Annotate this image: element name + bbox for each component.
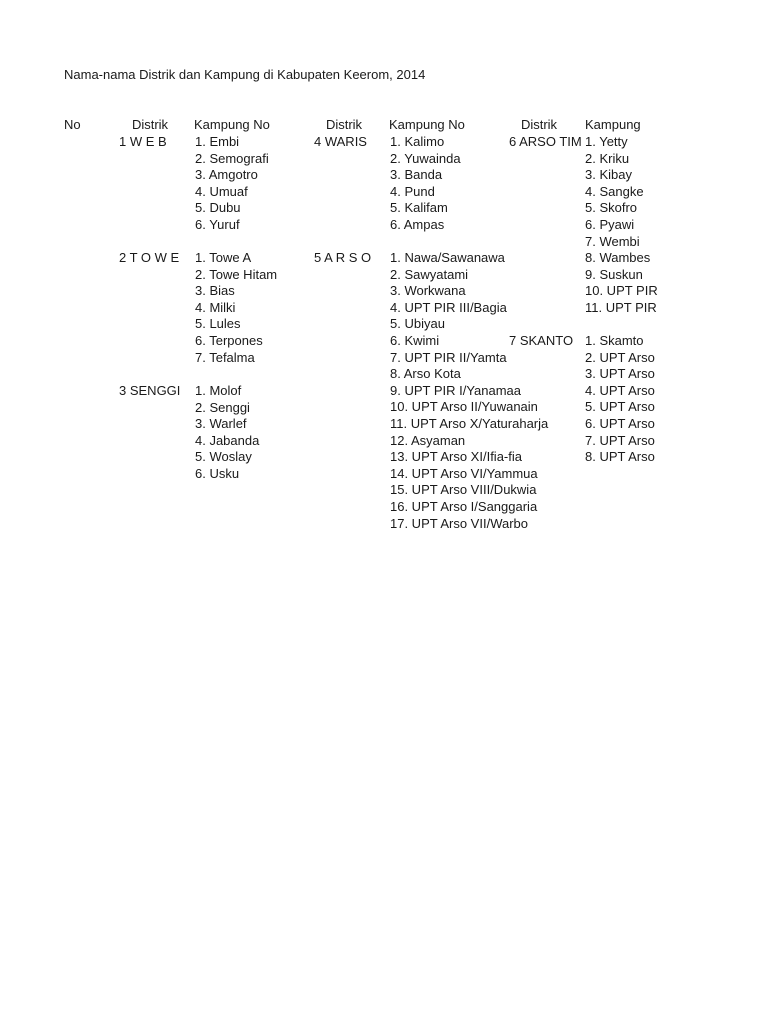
kampung-item: 5. Lules [195, 316, 241, 332]
district-name: 7 SKANTO [509, 333, 574, 348]
kampung-item: 5. Skofro [585, 200, 638, 216]
kampung-column-clipped [584, 118, 658, 478]
kampung-item: 2. Yuwainda [390, 150, 461, 166]
kampung-item: 1. Embi [195, 134, 240, 149]
kampung-item: 7. Tefalma [195, 349, 255, 365]
header-distrik-3: Distrik [520, 117, 558, 132]
kampung-item: 1. Skamto [585, 333, 644, 348]
kampung-item: 15. UPT Arso VIII/Dukwia [390, 482, 537, 498]
kampung-item: 10. UPT PIR [585, 283, 658, 299]
kampung-item: 8. Wambes [585, 250, 651, 266]
kampung-item: 3. Kibay [585, 167, 632, 183]
kampung-item: 1. Molof [195, 383, 242, 398]
header-distrik-1: Distrik [131, 117, 169, 132]
kampung-item: 10. UPT Arso II/Yuwanain [390, 399, 538, 415]
district-name: 5 A R S O [314, 250, 372, 265]
kampung-item: 1. Kalimo [390, 134, 445, 149]
kampung-item: 7. UPT PIR II/Yamta [390, 349, 507, 365]
kampung-item: 4. UPT PIR III/Bagia [390, 299, 507, 315]
kampung-item: 14. UPT Arso VI/Yammua [390, 465, 538, 481]
district-name: 6 ARSO TIM [509, 134, 582, 149]
kampung-item: 11. UPT PIR [585, 300, 657, 315]
header-kampung-3: Kampung [585, 117, 641, 132]
header-no: No [64, 117, 81, 132]
district-name: 4 WARIS [314, 134, 367, 149]
kampung-item: 6. Pyawi [585, 217, 635, 232]
kampung-item: 4. UPT Arso [585, 382, 655, 398]
kampung-item: 4. Umuaf [195, 183, 248, 199]
kampung-item: 4. Jabanda [195, 432, 260, 448]
header-distrik-2: Distrik [325, 117, 363, 132]
kampung-item: 6. Terpones [195, 333, 263, 348]
kampung-item: 3. Warlef [195, 416, 247, 432]
kampung-item: 2. Towe Hitam [195, 266, 278, 282]
kampung-item: 2. Semografi [195, 150, 269, 166]
kampung-item: 13. UPT Arso XI/Ifia-fia [390, 449, 522, 465]
kampung-item: 5. Kalifam [390, 200, 448, 216]
kampung-item: 7. Wembi [585, 233, 640, 249]
district-name: 1 W E B [119, 134, 167, 149]
kampung-item: 2. UPT Arso [585, 349, 655, 365]
kampung-item: 6. Ampas [390, 217, 445, 232]
kampung-item: 3. UPT Arso [585, 366, 655, 382]
kampung-item: 4. Sangke [585, 183, 644, 199]
kampung-item: 6. Usku [195, 466, 240, 481]
kampung-item: 9. Suskun [585, 266, 643, 282]
kampung-item: 1. Nawa/Sawanawa [390, 250, 505, 265]
kampung-item: 9. UPT PIR I/Yanamaa [390, 382, 522, 398]
kampung-item: 1. Yetty [585, 134, 628, 149]
kampung-item: 6. Yuruf [195, 217, 240, 232]
kampung-item: 2. Senggi [195, 399, 250, 415]
kampung-item: 11. UPT Arso X/Yaturaharja [390, 416, 549, 431]
kampung-item: 6. UPT Arso [585, 416, 655, 431]
kampung-item: 2. Sawyatami [390, 266, 469, 282]
kampung-item: 7. UPT Arso [585, 432, 655, 448]
page-title: Nama-nama Distrik dan Kampung di Kabupaten Keerom, 2014 [64, 67, 426, 82]
kampung-item: 3. Bias [195, 283, 235, 299]
kampung-item: 4. Pund [390, 183, 435, 199]
kampung-item: 5. Ubiyau [390, 316, 445, 332]
kampung-item: 1. Towe A [195, 250, 252, 265]
kampung-item: 5. Woslay [195, 449, 252, 465]
header-kampung-no-2: Kampung No [389, 117, 465, 132]
kampung-item: 6. Kwimi [390, 333, 440, 348]
kampung-item: 3. Workwana [390, 283, 466, 299]
kampung-item: 5. Dubu [195, 200, 241, 216]
header-kampung-no-1: Kampung No [194, 117, 270, 132]
district-name: 2 T O W E [119, 250, 180, 265]
district-name: 3 SENGGI [119, 383, 181, 398]
kampung-item: 8. UPT Arso [585, 449, 655, 465]
kampung-item: 2. Kriku [585, 150, 630, 166]
kampung-item: 12. Asyaman [390, 432, 466, 448]
kampung-item: 17. UPT Arso VII/Warbo [390, 515, 528, 531]
kampung-item: 3. Banda [390, 167, 443, 183]
kampung-item: 8. Arso Kota [390, 366, 461, 382]
kampung-item: 16. UPT Arso I/Sanggaria [390, 499, 538, 514]
kampung-item: 5. UPT Arso [585, 399, 655, 415]
kampung-item: 3. Amgotro [195, 167, 258, 183]
kampung-item: 4. Milki [195, 299, 236, 315]
